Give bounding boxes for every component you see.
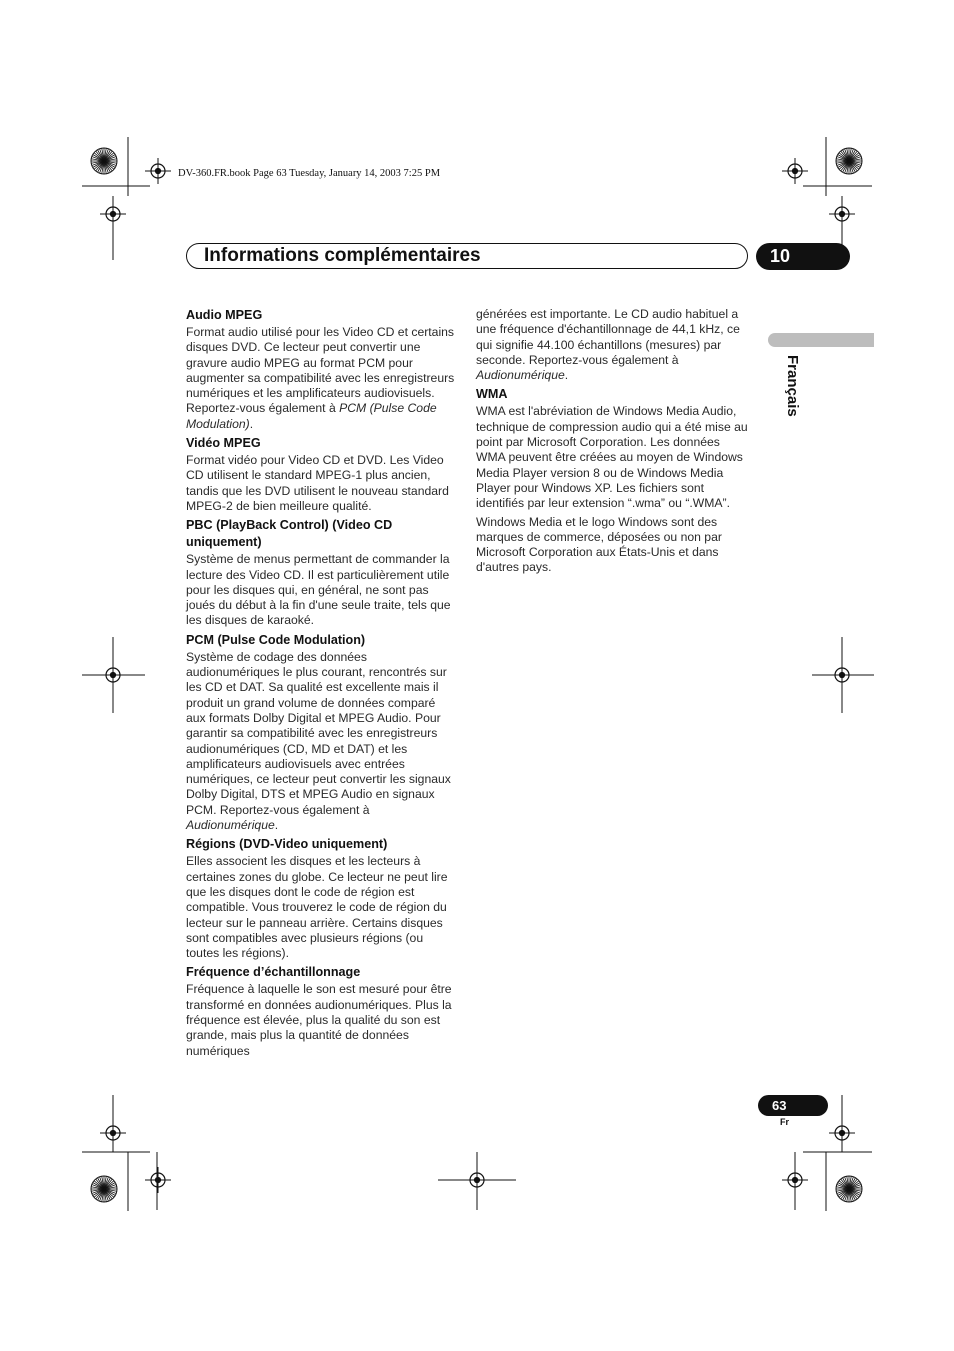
glossary-term: PCM (Pulse Code Modulation) [186,632,366,647]
glossary-column-left [186,307,458,1062]
language-tab [768,333,874,347]
glossary-entry [186,836,458,961]
glossary-definition: Format audio utilisé pour les Video CD et certains disques DVD. Ce lecteur peut convertir une gravure audio MPEG au format PCM pour augmenter sa compatibilité avec les enregistreurs numériques et les amplificateurs audiovisuels. Reportez-vous également à PCM (Pulse Code Modulation). [186,325,455,431]
glossary-entry [476,386,748,575]
glossary-term: WMA [476,387,508,402]
page-number: 63 [772,1098,787,1113]
glossary-entry [186,517,458,628]
page-number-badge [758,1095,828,1116]
glossary-column-right [476,307,748,579]
glossary-entry [186,964,458,1058]
glossary-term: Régions (DVD-Video uniquement) [186,837,388,852]
glossary-definition: Système de menus permettant de commander la lecture des Video CD. Il est particulièrement utile pour les disques qui, en général, ne sont pas joués du début à la fin d'une seule traite, tels que les disques de karaoké. [186,552,451,628]
glossary-entry [186,307,458,432]
glossary-entry [186,435,458,514]
language-label: Français [784,355,801,417]
glossary-term: Fréquence d’échantillonnage [186,965,361,980]
glossary-definition: Fréquence à laquelle le son est mesuré pour être transformé en données audionumériques. Plus la fréquence est élevée, plus la qualité du son est grande, mais plus la quantité de données numériques [186,982,452,1058]
glossary-definition: Elles associent les disques et les lecteurs à certaines zones du globe. Ce lecteur ne peut lire que les disques dont le code de région est compatible. Vous trouverez le code de région du lecteur sur le panneau arrière. Certains disques sont compatibles avec plusieurs régions (ou toutes les régions). [186,854,448,961]
glossary-term: Vidéo MPEG [186,436,261,451]
chapter-number: 10 [770,246,791,266]
glossary-term: Audio MPEG [186,308,263,322]
page-language: Fr [780,1117,789,1127]
page-title: Informations complémentaires [204,245,481,266]
glossary-definition-continued: générées est importante. Le CD audio habituel a une fréquence d'échantillonnage de 44,1 kHz, ce qui signifie 44.100 échantillons (mesures) par seconde. Reportez-vous également à Audionumérique. [476,307,740,383]
glossary-definition: Format vidéo pour Video CD et DVD. Les Video CD utilisent le standard MPEG-1 plus ancien, tandis que les DVD utilisent le nouveau standard MPEG-2 de bien meilleure qualité. [186,453,449,513]
glossary-definition: Windows Media et le logo Windows sont des marques de commerce, déposées ou non par Microsoft Corporation aux États-Unis et dans d'autres pays. [476,514,722,575]
glossary-definition: Système de codage des données audionumériques le plus courant, rencontrés sur les CD et DAT. Sa qualité est excellente mais il produit un grand volume de données comparé aux formats Dolby Digital et MPEG Audio. Pour garantir sa compatibilité avec les enregistreurs audionumériques (CD, MD et DAT) et les amplificateurs audiovisuels avec entrées numériques, ce lecteur peut convertir les signaux Dolby Digital, DTS et MPEG Audio en signaux PCM. Reportez-vous également à Audionumérique. [186,649,451,833]
glossary-term: PBC (PlayBack Control) (Video CD uniquement) [186,518,393,550]
glossary-entry [186,632,458,834]
book-info-line: DV-360.FR.book Page 63 Tuesday, January 14, 2003 7:25 PM [178,168,441,179]
glossary-definition: WMA est l'abréviation de Windows Media Audio, technique de compression audio qui a été mise au point par Microsoft Corporation. Les données WMA peuvent être créées au moyen de Windows Media Player version 8 ou de Windows Media Player pour Windows XP. Les fichiers sont identifiés par leur extension “.wma” ou “.WMA”. [476,404,748,511]
